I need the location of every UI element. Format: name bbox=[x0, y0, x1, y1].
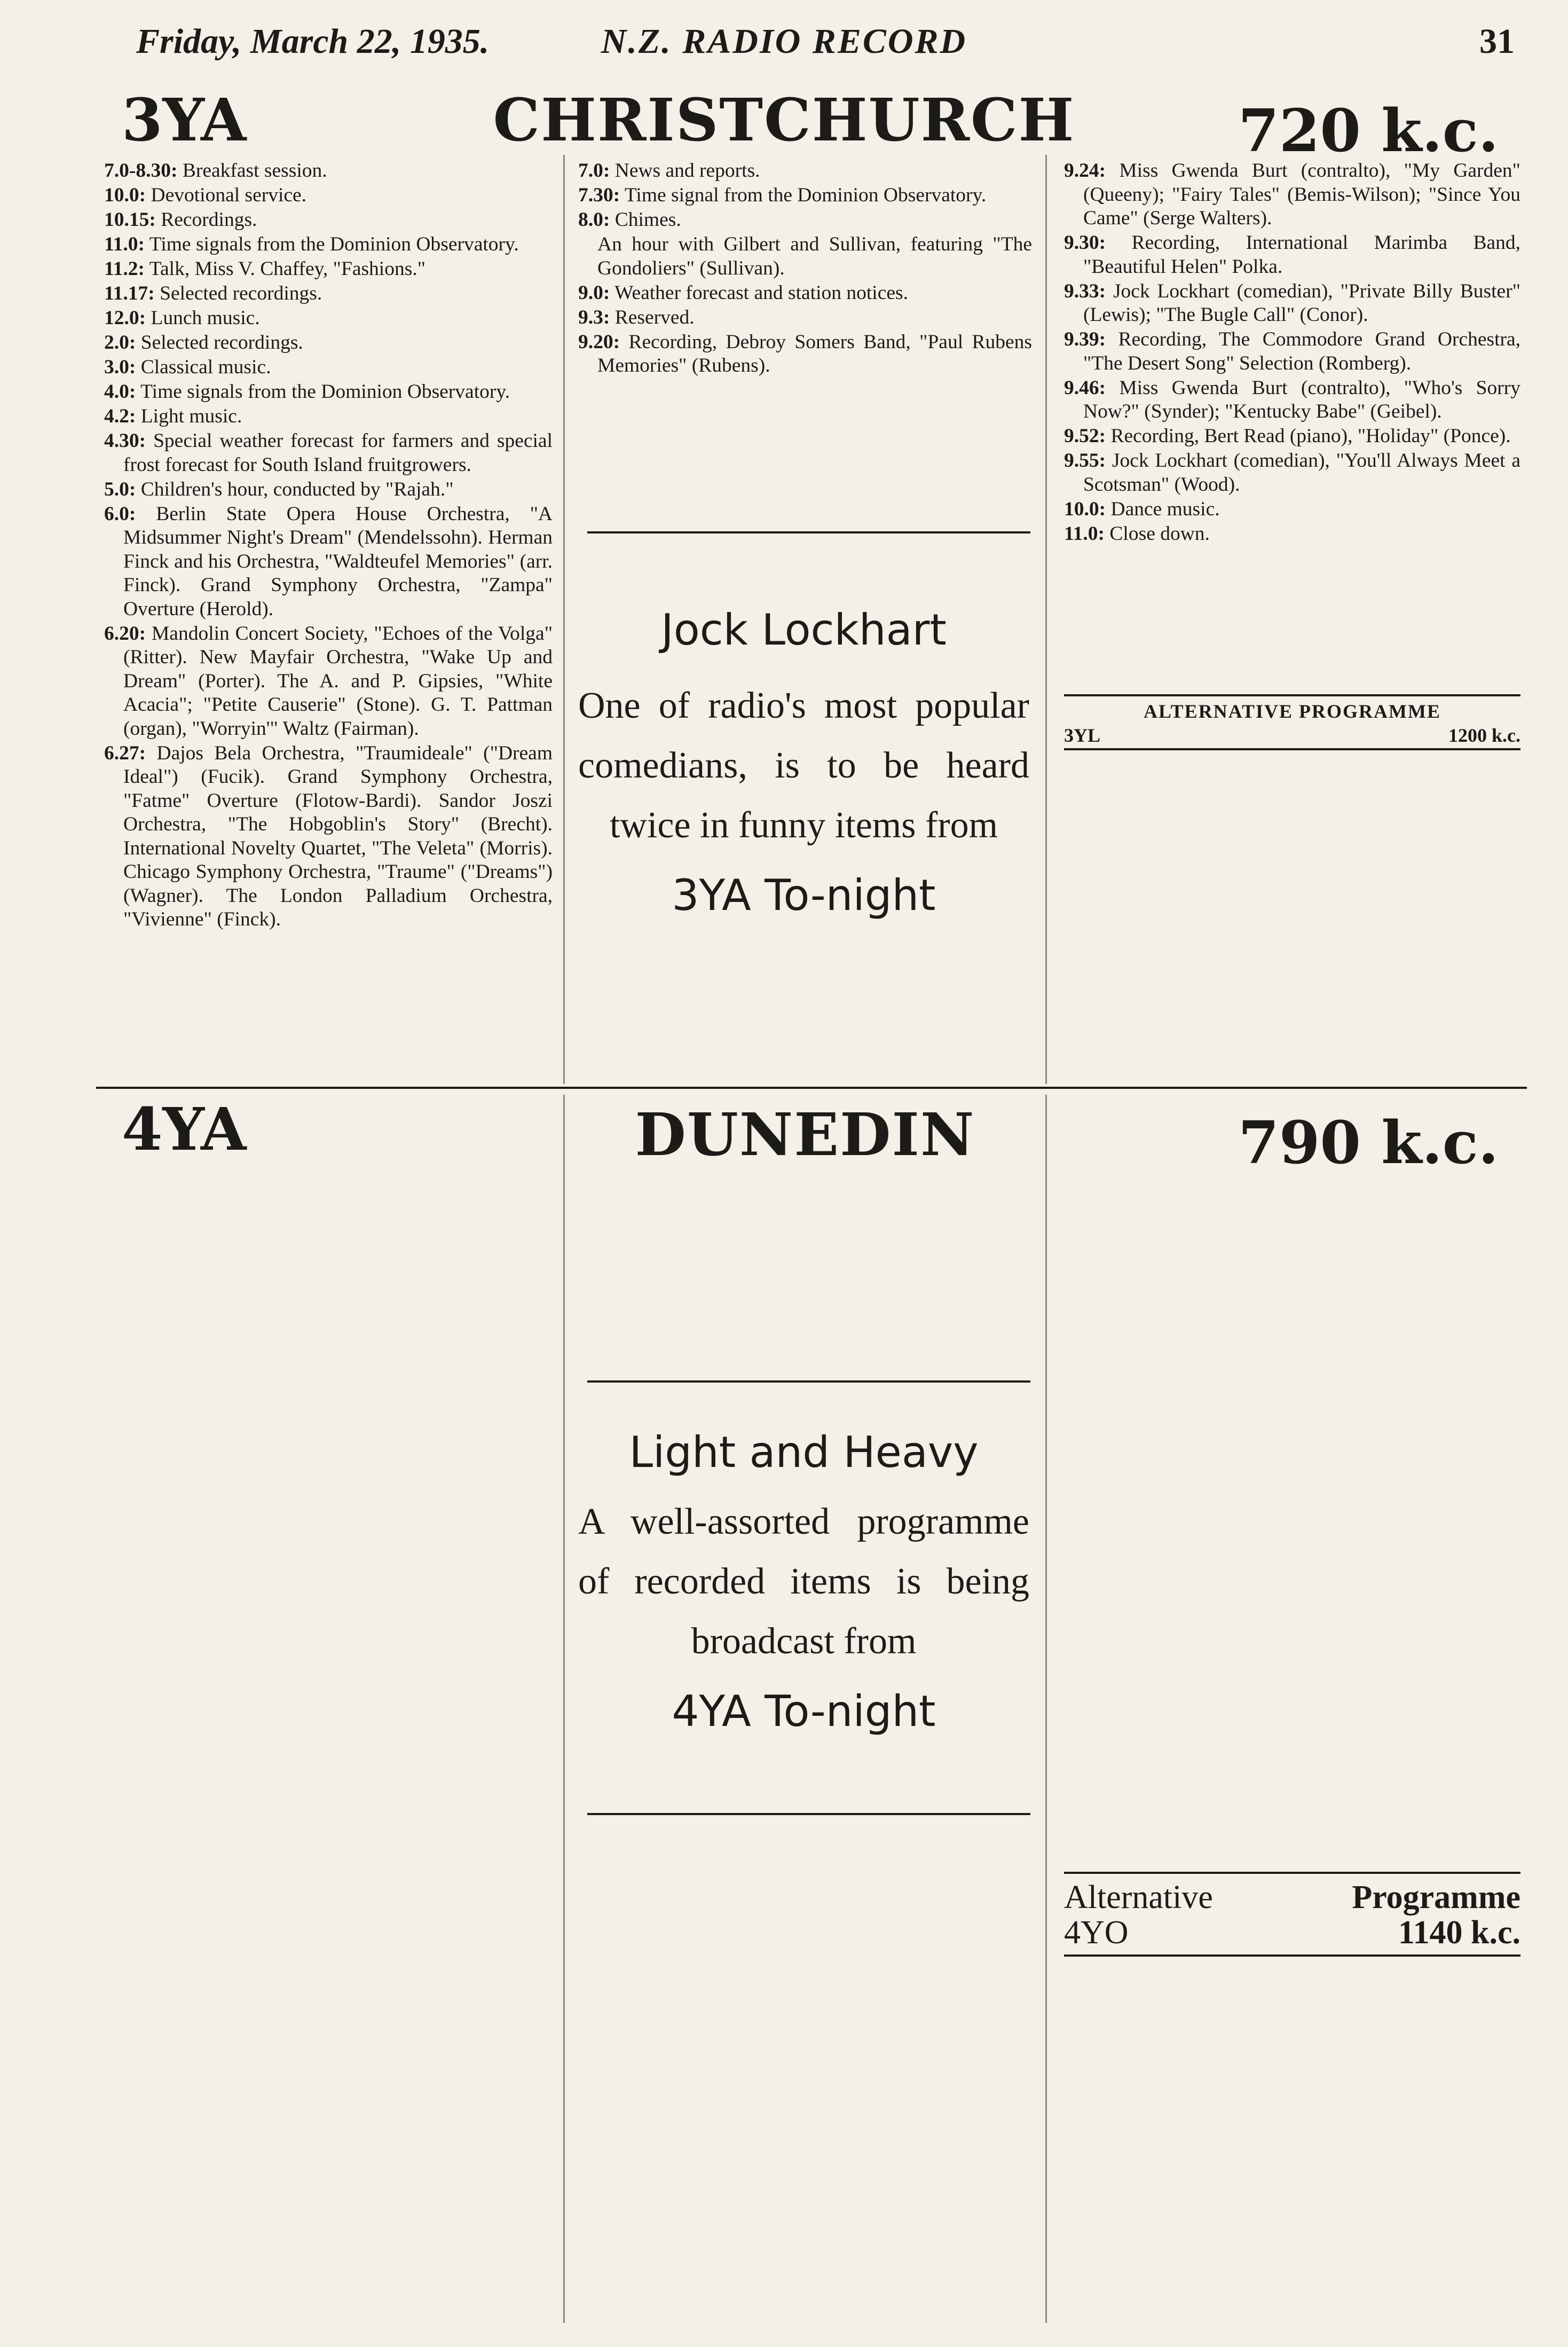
program-time: 2.0: bbox=[104, 332, 136, 354]
program-text: Dance music. bbox=[1110, 498, 1220, 520]
program-entry bbox=[104, 622, 553, 741]
program-text: Recording, Bert Read (piano), "Holiday" (Ponce). bbox=[1110, 425, 1511, 447]
program-3ya-col1 bbox=[104, 159, 553, 1078]
program-entry bbox=[1064, 522, 1520, 546]
program-3ya-col3 bbox=[1064, 159, 1520, 688]
alt-call: 3YL bbox=[1064, 724, 1101, 746]
program-time: 12.0: bbox=[104, 307, 146, 329]
divider bbox=[587, 531, 1030, 533]
station-call-4ya: 4YA bbox=[122, 1095, 247, 1164]
program-time: 11.17: bbox=[104, 282, 155, 304]
program-text: Breakfast session. bbox=[182, 160, 327, 182]
program-entry bbox=[104, 184, 553, 208]
divider bbox=[1064, 748, 1520, 750]
alt-label: Alternative bbox=[1064, 1879, 1213, 1916]
program-time: 10.0: bbox=[1064, 498, 1106, 520]
program-list bbox=[578, 159, 1032, 378]
program-entry bbox=[578, 281, 1032, 305]
program-entry bbox=[578, 233, 1032, 280]
program-text: Jock Lockhart (comedian), "Private Billy Buster" (Lewis); "The Bugle Call" (Conor). bbox=[1083, 280, 1520, 326]
alt-heading bbox=[1064, 1880, 1520, 1950]
divider bbox=[587, 1380, 1030, 1383]
program-text: Recording, Debroy Somers Band, "Paul Rubens Memories" (Rubens). bbox=[597, 331, 1032, 376]
divider bbox=[1064, 694, 1520, 696]
divider bbox=[587, 1813, 1030, 1815]
promo-tail: 3YA To-night bbox=[672, 870, 936, 920]
program-text: News and reports. bbox=[614, 160, 760, 182]
promo-box-4ya bbox=[578, 1420, 1029, 1746]
alt-programme-4yo bbox=[1064, 1880, 1520, 1973]
publication-title: N.Z. RADIO RECORD bbox=[601, 22, 967, 61]
program-entry bbox=[1064, 449, 1520, 497]
program-entry bbox=[104, 307, 553, 331]
column-rule bbox=[1045, 155, 1047, 1084]
program-time: 4.30: bbox=[104, 430, 146, 452]
program-time: 7.0: bbox=[578, 160, 610, 182]
program-text: Berlin State Opera House Orchestra, "A Midsummer Night's Dream" (Mendelssohn). Herman Finck and his Orchestra, "Waldteufel Memories" (arr. Finck). Grand Symphony Orchestra, "Zampa" Overture (Herold). bbox=[123, 503, 553, 620]
alt-heading: ALTERNATIVE PROGRAMME bbox=[1143, 701, 1441, 722]
program-entry bbox=[104, 429, 553, 477]
program-entry bbox=[578, 159, 1032, 183]
program-time: 7.0-8.30: bbox=[104, 160, 178, 182]
program-time: 9.24: bbox=[1064, 160, 1106, 182]
station-call-3ya: 3YA bbox=[122, 85, 247, 154]
program-time: 6.0: bbox=[104, 503, 136, 525]
issue-date: Friday, March 22, 1935. bbox=[136, 22, 490, 61]
program-entry bbox=[1064, 328, 1520, 375]
alt-freq: 1140 k.c. bbox=[1398, 1914, 1520, 1951]
program-time: 9.30: bbox=[1064, 232, 1106, 254]
program-text: Devotional service. bbox=[151, 184, 307, 206]
alt-subheading bbox=[1064, 724, 1520, 748]
program-text: Reserved. bbox=[614, 306, 695, 328]
program-time: 9.33: bbox=[1064, 280, 1106, 302]
divider bbox=[1064, 1954, 1520, 1957]
program-list bbox=[104, 159, 553, 932]
program-text: An hour with Gilbert and Sullivan, featuring "The Gondoliers" (Sullivan). bbox=[597, 233, 1032, 279]
divider bbox=[1064, 1872, 1520, 1874]
program-text: Time signals from the Dominion Observatory. bbox=[140, 381, 510, 403]
program-time: 3.0: bbox=[104, 356, 136, 378]
station-city-christchurch: CHRISTCHURCH bbox=[493, 85, 1075, 154]
page-number: 31 bbox=[1479, 22, 1515, 61]
program-time: 9.55: bbox=[1064, 450, 1106, 472]
alt-freq: 1200 k.c. bbox=[1448, 724, 1520, 746]
program-text: Miss Gwenda Burt (contralto), "Who's Sorry Now?" (Synder); "Kentucky Babe" (Geibel). bbox=[1083, 376, 1520, 422]
program-time: 9.0: bbox=[578, 281, 610, 304]
station-freq-4ya: 790 k.c. bbox=[1238, 1108, 1499, 1177]
program-entry bbox=[578, 331, 1032, 378]
program-time: 11.0: bbox=[1064, 522, 1105, 545]
program-time: 9.46: bbox=[1064, 376, 1106, 399]
alt-programme-3yl bbox=[1064, 700, 1520, 756]
program-text: Miss Gwenda Burt (contralto), "My Garden" (Queeny); "Fairy Tales" (Bemis-Wilson); "Since You Came" (Serge Walters). bbox=[1083, 160, 1520, 229]
program-time: 10.15: bbox=[104, 209, 156, 231]
program-time: 9.3: bbox=[578, 306, 610, 328]
program-3ya-col2 bbox=[578, 159, 1032, 538]
program-entry bbox=[104, 159, 553, 183]
program-entry bbox=[1064, 159, 1520, 231]
program-list bbox=[1064, 159, 1520, 546]
program-text: Light music. bbox=[140, 405, 242, 427]
program-text: Special weather forecast for farmers and special frost forecast for South Island fruitgrowers. bbox=[123, 430, 553, 476]
program-entry bbox=[104, 405, 553, 429]
program-entry bbox=[1064, 425, 1520, 449]
program-text: Talk, Miss V. Chaffey, "Fashions." bbox=[149, 258, 426, 280]
program-text: Weather forecast and station notices. bbox=[614, 281, 908, 304]
column-rule bbox=[1045, 1095, 1047, 2323]
program-text: Recording, The Commodore Grand Orchestra, "The Desert Song" Selection (Romberg). bbox=[1083, 328, 1520, 374]
program-time: 4.2: bbox=[104, 405, 136, 427]
program-time: 8.0: bbox=[578, 209, 610, 231]
program-time: 9.52: bbox=[1064, 425, 1106, 447]
station-freq-3ya: 720 k.c. bbox=[1238, 96, 1499, 165]
program-text: Time signal from the Dominion Observatory. bbox=[624, 184, 987, 206]
program-text: Recording, International Marimba Band, "Beautiful Helen" Polka. bbox=[1083, 232, 1520, 278]
program-text: Children's hour, conducted by "Rajah." bbox=[140, 478, 454, 500]
program-text: Classical music. bbox=[140, 356, 271, 378]
program-time: 9.39: bbox=[1064, 328, 1106, 350]
promo-body: One of radio's most popular comedians, is to be heard twice in funny items from bbox=[578, 685, 1029, 846]
promo-heading: Jock Lockhart bbox=[661, 605, 947, 655]
program-time: 11.0: bbox=[104, 233, 145, 255]
column-rule bbox=[563, 155, 565, 1084]
alt-label: Programme bbox=[1352, 1879, 1520, 1916]
program-text: Mandolin Concert Society, "Echoes of the Volga" (Ritter). New Mayfair Orchestra, "Wake Up and Dream" (Porter). The A. and P. Gipsies, "White Acacia"; "Petite Causerie" (Stone). G. T. Pattman (organ), "Worryin'" Waltz (Fairman). bbox=[123, 622, 553, 740]
program-text: Recordings. bbox=[161, 209, 257, 231]
program-time: 6.20: bbox=[104, 622, 146, 645]
program-entry bbox=[1064, 498, 1520, 522]
station-city-dunedin: DUNEDIN bbox=[635, 1100, 975, 1169]
program-time: 11.2: bbox=[104, 258, 145, 280]
program-entry bbox=[104, 208, 553, 232]
promo-tail: 4YA To-night bbox=[672, 1686, 936, 1736]
program-time: 7.30: bbox=[578, 184, 620, 206]
program-entry bbox=[578, 184, 1032, 208]
program-entry bbox=[104, 478, 553, 502]
program-text: Selected recordings. bbox=[160, 282, 322, 304]
program-text: Chimes. bbox=[614, 209, 681, 231]
alt-call: 4YO bbox=[1064, 1914, 1129, 1951]
program-entry bbox=[1064, 231, 1520, 279]
program-text: Selected recordings. bbox=[140, 332, 303, 354]
program-entry bbox=[104, 503, 553, 622]
program-entry bbox=[1064, 376, 1520, 424]
program-text: Dajos Bela Orchestra, "Traumideale" ("Dream Ideal") (Fucik). Grand Symphony Orchestra, "Fatme" Overture (Flotow-Bardi). Sandor Joszi Orchestra, "The Hobgoblin's Story" (Brecht). International Novelty Quartet, "The Veleta" (Morris). Chicago Symphony Orchestra, "Traume" ("Dreams") (Wagner). The London Palladium Orchestra, "Vivienne" (Finck). bbox=[123, 742, 553, 930]
promo-box-3ya bbox=[578, 598, 1029, 930]
program-time: 10.0: bbox=[104, 184, 146, 206]
program-entry bbox=[104, 742, 553, 932]
program-entry bbox=[1064, 280, 1520, 327]
program-entry bbox=[104, 331, 553, 355]
program-entry bbox=[104, 282, 553, 306]
program-entry bbox=[104, 257, 553, 281]
program-entry bbox=[578, 208, 1032, 232]
program-time: 6.27: bbox=[104, 742, 146, 764]
promo-heading: Light and Heavy bbox=[629, 1427, 979, 1477]
program-text: Jock Lockhart (comedian), "You'll Always Meet a Scotsman" (Wood). bbox=[1083, 450, 1520, 496]
promo-body: A well-assorted programme of recorded items is being broadcast from bbox=[578, 1501, 1029, 1662]
program-time: 4.0: bbox=[104, 381, 136, 403]
program-entry bbox=[104, 233, 553, 257]
program-text: Lunch music. bbox=[151, 307, 260, 329]
section-divider bbox=[96, 1087, 1527, 1089]
program-entry bbox=[104, 356, 553, 380]
program-entry bbox=[104, 380, 553, 404]
column-rule bbox=[563, 1095, 565, 2323]
program-time: 9.20: bbox=[578, 331, 620, 353]
program-text: Close down. bbox=[1109, 522, 1210, 545]
program-time: 5.0: bbox=[104, 478, 136, 500]
program-entry bbox=[578, 306, 1032, 330]
program-text: Time signals from the Dominion Observatory. bbox=[149, 233, 519, 255]
